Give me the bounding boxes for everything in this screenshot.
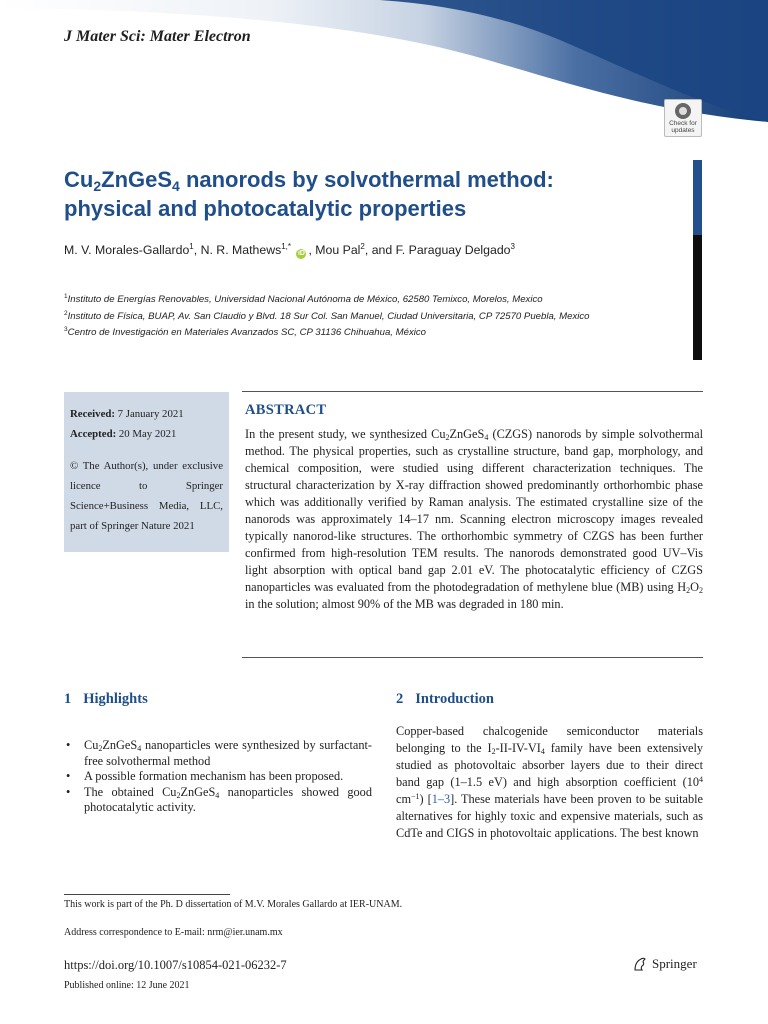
highlights-heading: 1 Highlights [64,691,148,707]
list-item: • $Cu_2ZnGeS_4$ nanoparticles were synthesized by surfactant-free solvothermal method [64,738,372,769]
copyright-license: © The Author(s), under exclusive licence to Springer Science+Business Media, LLC, part of Springer Nature 2021 [70,460,223,532]
citation-link[interactable]: 1–3 [431,792,451,806]
list-item: • A possible formation mechanism has been proposed. [64,769,372,785]
author-name[interactable]: N. R. Mathews [200,243,282,257]
affiliations [64,292,590,342]
affiliation-item: $^1$Instituto de Energías Renovables, Universidad Nacional Autónoma de México, 62580 Temixco, Morelos, Mexico [64,293,543,305]
side-accent-bar-dark [693,235,702,360]
received-date: Received: 7 January 2021 [70,408,184,420]
header-band [0,0,768,122]
article-dates-box [64,392,229,552]
author-name[interactable]: Mou Pal [315,243,361,257]
check-updates-icon [675,103,691,119]
list-item: • The obtained $Cu_2ZnGeS_4$ nanoparticles showed good photocatalytic activity. [64,785,372,816]
orcid-icon[interactable]: iD [297,250,305,257]
springer-horse-icon [632,956,648,972]
affiliation-item: $^2$Instituto de Física, BUAP, Av. San Claudio y Blvd. 18 Sur Col. San Manuel, Ciudad Universitaria, CP 72570 Puebla, Mexico [64,309,590,322]
journal-name: J Mater Sci: Mater Electron [64,28,251,45]
accepted-date: Accepted: 20 May 2021 [70,428,177,440]
introduction-heading: 2 Introduction [396,691,494,707]
publisher-name: Springer [652,956,697,971]
footnote: This work is part of the Ph. D dissertation of M.V. Morales Gallardo at IER-UNAM. [64,899,403,910]
highlights-list [64,738,372,816]
abstract-heading: ABSTRACT [245,402,327,418]
introduction-text: Copper-based chalcogenide semiconductor materials belonging to the $I_2-II-IV-VI_4$ family have been extensively studied as photovoltaic absorber layers due to their direct band gap (1–1.5 eV) and high absorption coefficient ($10^4$ $cm^{-1}$) [1–3]. These materials have been proven to be suitable alternatives for highly toxic and expensive materials, such as CdTe and CIGS in photovoltaic applications. The best known [396,724,704,840]
abstract-text: In the present study, we synthesized $Cu_2ZnGeS_4$ (CZGS) nanorods by simple solvothermal method. The physical properties, such as crystalline structure, band gap, morphology, and chemical composition, were studied using different characterization techniques. The structural characterization by X-ray diffraction showed predominantly orthorhombic phase which was additionally verified by Raman analysis. The estimated crystalline size of the nanorods was approximately 14–17 nm. Scanning electron microscopy images revealed typically nanorod-like structures. The orthorhombic symmetry of CZGS has been further confirmed from high-resolution TEM results. The nanorods demonstrated good UV–Vis light absorption with optical band gap 2.01 eV. The photocatalytic efficiency of CZGS nanoparticles was evaluated from the photodegradation of methylene blue (MB) using $H_2O_2$ in the solution; almost 90% of the MB was degraded in 180 min. [245,427,703,611]
abstract-top-rule [242,391,703,392]
author-name[interactable]: F. Paraguay Delgado [395,243,511,257]
springer-logo[interactable] [632,956,697,972]
footnote-rule [64,894,230,895]
check-updates-label: Check for updates [669,120,697,134]
header-gradient-graphic [0,0,768,122]
article-title: $Cu_2ZnGeS_4$ nanorods by solvothermal method: physical and photocatalytic properties [64,167,554,221]
side-accent-bar-blue [693,160,702,235]
author-name[interactable]: M. V. Morales-Gallardo [64,243,190,257]
affiliation-item: $^3$Centro de Investigación en Materiales Avanzados SC, CP 31136 Chihuahua, México [64,326,426,338]
published-date: Published online: 12 June 2021 [64,980,190,991]
abstract-bottom-rule [242,657,703,658]
check-for-updates-badge[interactable] [664,99,702,137]
author-list: M. V. Morales-Gallardo$^1$, N. R. Mathews$^{1,*}$ iD , Mou Pal$^2$, and F. Paraguay Delgado$^3$ [64,242,515,257]
doi-link[interactable]: https://doi.org/10.1007/s10854-021-06232-7 [64,958,287,972]
correspondence-address: Address correspondence to E-mail: nrm@ier.unam.mx [64,927,283,938]
